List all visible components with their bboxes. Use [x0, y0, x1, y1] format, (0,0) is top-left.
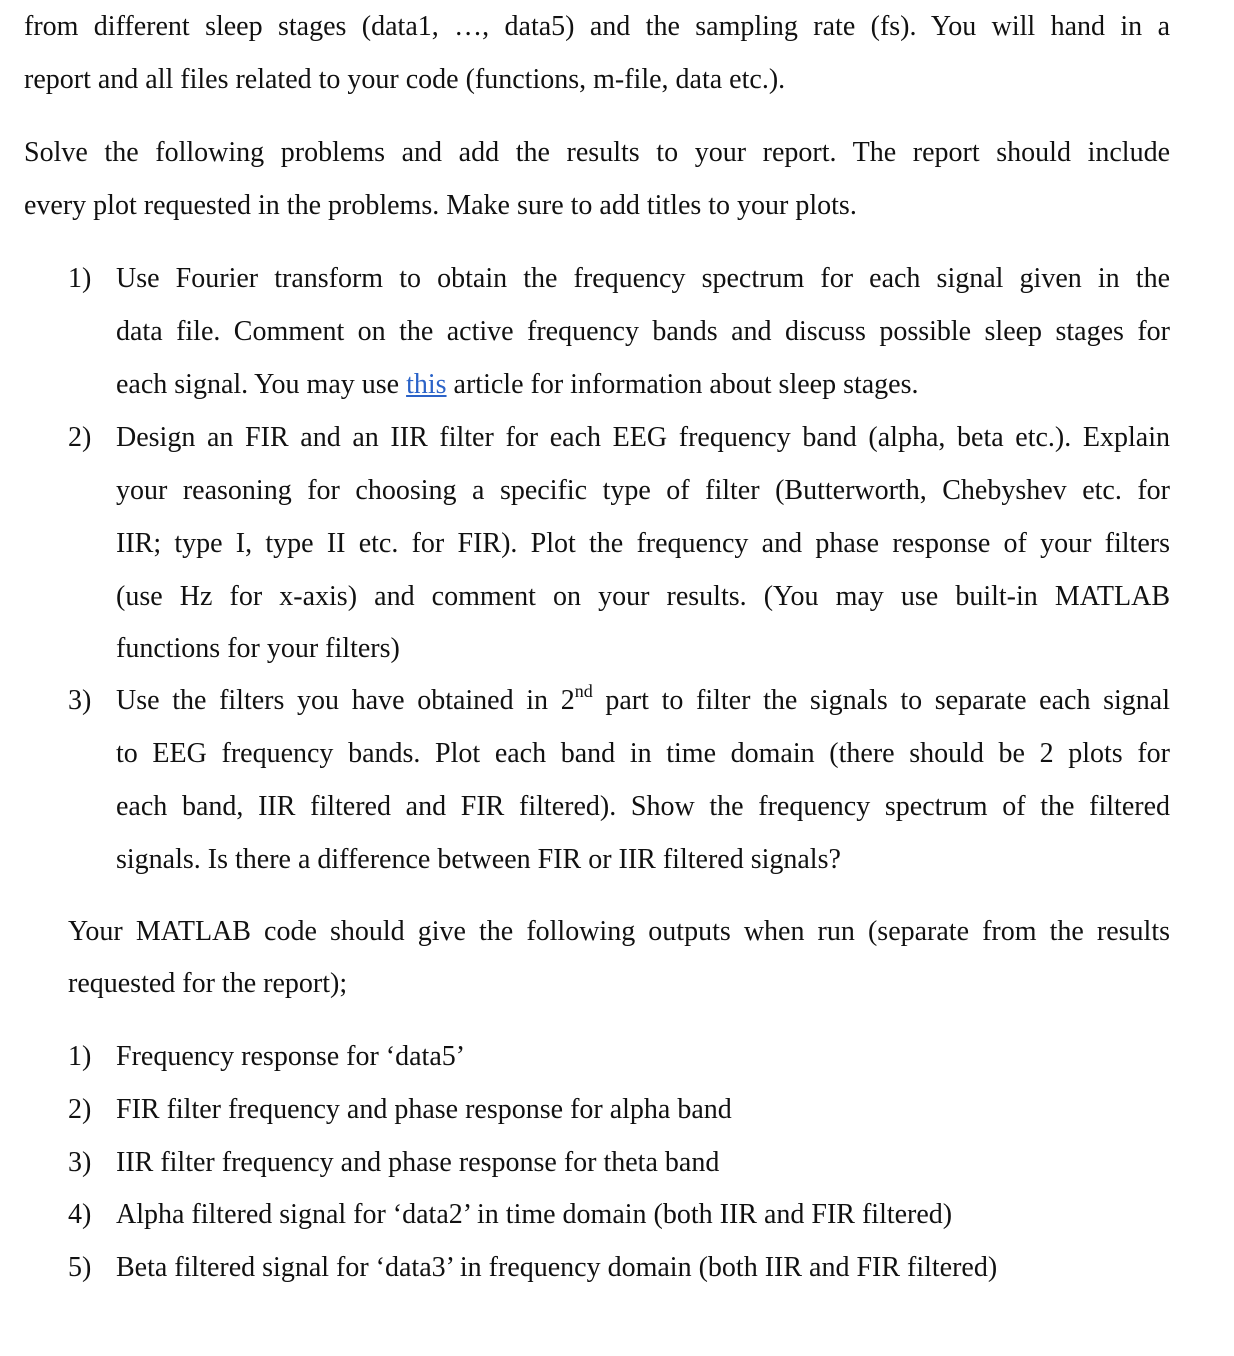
problem-3-line-3: each band, IIR filtered and FIR filtered). Show the frequency spectrum of the filtered: [116, 791, 1170, 822]
output-3-number: 3): [68, 1147, 92, 1178]
problem-2-number: 2): [68, 422, 92, 453]
output-2-number: 2): [68, 1094, 92, 1125]
output-1-number: 1): [68, 1041, 92, 1072]
problem-3-line-1-after: part to filter the signals to separate each signal: [592, 685, 1170, 716]
problem-2-line-1: Design an FIR and an IIR filter for each EEG frequency band (alpha, beta etc.). Explain: [116, 422, 1170, 453]
problem-2-line-5: functions for your filters): [116, 633, 400, 664]
problem-2-line-3: IIR; type I, type II etc. for FIR). Plot the frequency and phase response of your filters: [116, 528, 1170, 559]
outputs-intro-line-2: requested for the report);: [68, 968, 348, 999]
problem-1-number: 1): [68, 263, 92, 294]
problem-2-line-2: your reasoning for choosing a specific type of filter (Butterworth, Chebyshev etc. for: [116, 475, 1170, 506]
output-3-text: IIR filter frequency and phase response for theta band: [116, 1147, 720, 1178]
instructions-line-1: Solve the following problems and add the results to your report. The report should include: [24, 137, 1170, 168]
problem-3-line-1: [116, 681, 1170, 718]
problem-1-line-2: data file. Comment on the active frequency bands and discuss possible sleep stages for: [116, 316, 1170, 347]
intro-line-1: from different sleep stages (data1, …, data5) and the sampling rate (fs). You will hand in a: [24, 11, 1170, 42]
intro-line-2: report and all files related to your code (functions, m-file, data etc.).: [24, 64, 786, 95]
output-2-text: FIR filter frequency and phase response for alpha band: [116, 1094, 732, 1125]
output-5-number: 5): [68, 1252, 92, 1283]
output-4-number: 4): [68, 1199, 92, 1230]
problem-3-line-2: to EEG frequency bands. Plot each band in time domain (there should be 2 plots for: [116, 738, 1170, 769]
output-4-text: Alpha filtered signal for ‘data2’ in time domain (both IIR and FIR filtered): [116, 1199, 953, 1230]
problem-2-line-4: (use Hz for x-axis) and comment on your results. (You may use built-in MATLAB: [116, 581, 1170, 612]
ordinal-superscript: nd: [574, 681, 593, 701]
article-link[interactable]: this: [406, 369, 447, 400]
outputs-intro-line-1: Your MATLAB code should give the following outputs when run (separate from the results: [68, 916, 1170, 947]
problem-3-line-1-before: Use the filters you have obtained in 2: [116, 685, 575, 716]
output-1-text: Frequency response for ‘data5’: [116, 1041, 466, 1072]
problem-1-line-3: [116, 368, 919, 402]
problem-3-number: 3): [68, 685, 92, 716]
problem-1-line-1: Use Fourier transform to obtain the frequency spectrum for each signal given in the: [116, 263, 1170, 294]
instructions-line-2: every plot requested in the problems. Make sure to add titles to your plots.: [24, 190, 857, 221]
problem-1-line-3-after: article for information about sleep stages.: [446, 369, 919, 400]
output-5-text: Beta filtered signal for ‘data3’ in frequency domain (both IIR and FIR filtered): [116, 1252, 998, 1283]
problem-3-line-4: signals. Is there a difference between FIR or IIR filtered signals?: [116, 844, 841, 875]
problem-1-line-3-before: each signal. You may use: [116, 369, 407, 400]
